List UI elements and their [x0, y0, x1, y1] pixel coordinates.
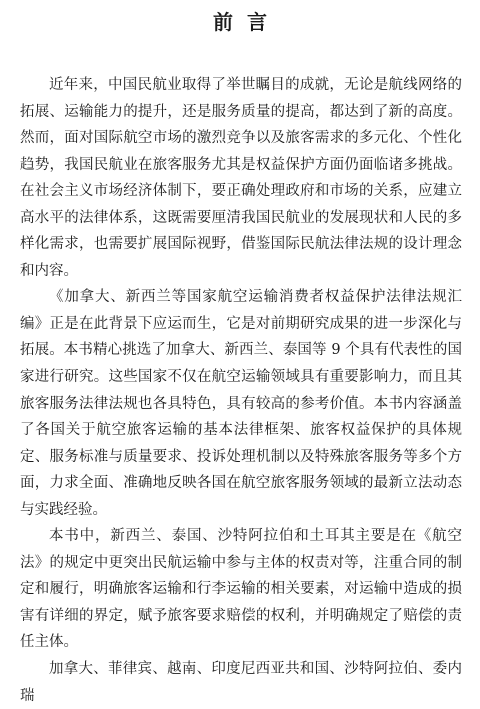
paragraph: 近年来，中国民航业取得了举世瞩目的成就，无论是航线网络的拓展、运输能力的提升，还是服务质量的提高，都达到了新的高度。然而，面对国际航空市场的激烈竞争以及旅客需求的多元化、个性化趋势，我国民航业在旅客服务尤其是权益保护方面仍面临诸多挑战。在社会主义市场经济体制下，要正确处理政府和市场的关系，应建立高水平的法律体系，这既需要厘清我国民航业的发展现状和人民的多样化需求，也需要扩展国际视野，借鉴国际民航法律法规的设计理念和内容。	[20, 77, 462, 279]
paragraph: 本书中，新西兰、泰国、沙特阿拉伯和土耳其主要是在《航空法》的规定中更突出民航运输中参与主体的权责对等，注重合同的制定和履行，明确旅客运输和行李运输的相关要素，对运输中造成的损害有详细的界定，赋予旅客要求赔偿的权利，并明确规定了赔偿的责任主体。	[20, 528, 462, 651]
paragraph: 加拿大、菲律宾、越南、印度尼西亚共和国、沙特阿拉伯、委内瑞	[20, 661, 462, 704]
page-title: 前言	[213, 10, 281, 34]
paragraph: 《加拿大、新西兰等国家航空运输消费者权益保护法律法规汇编》正是在此背景下应运而生，它是对前期研究成果的进一步深化与拓展。本书精心挑选了加拿大、新西兰、泰国等 9 个具有代表性的国家进行研究。这些国家不仅在航空运输领域具有重要影响力，而且其旅客服务法律法规也各具特色，具有较高的参考价值。本书内容涵盖了各国关于航空旅客运输的基本法律框架、旅客权益保护的具体规定、服务标准与质量要求、投诉处理机制以及特殊旅客服务等多个方面，力求全面、准确地反映各国在航空旅客服务领域的最新立法动态与实践经验。	[20, 289, 462, 518]
body-text	[20, 72, 462, 709]
